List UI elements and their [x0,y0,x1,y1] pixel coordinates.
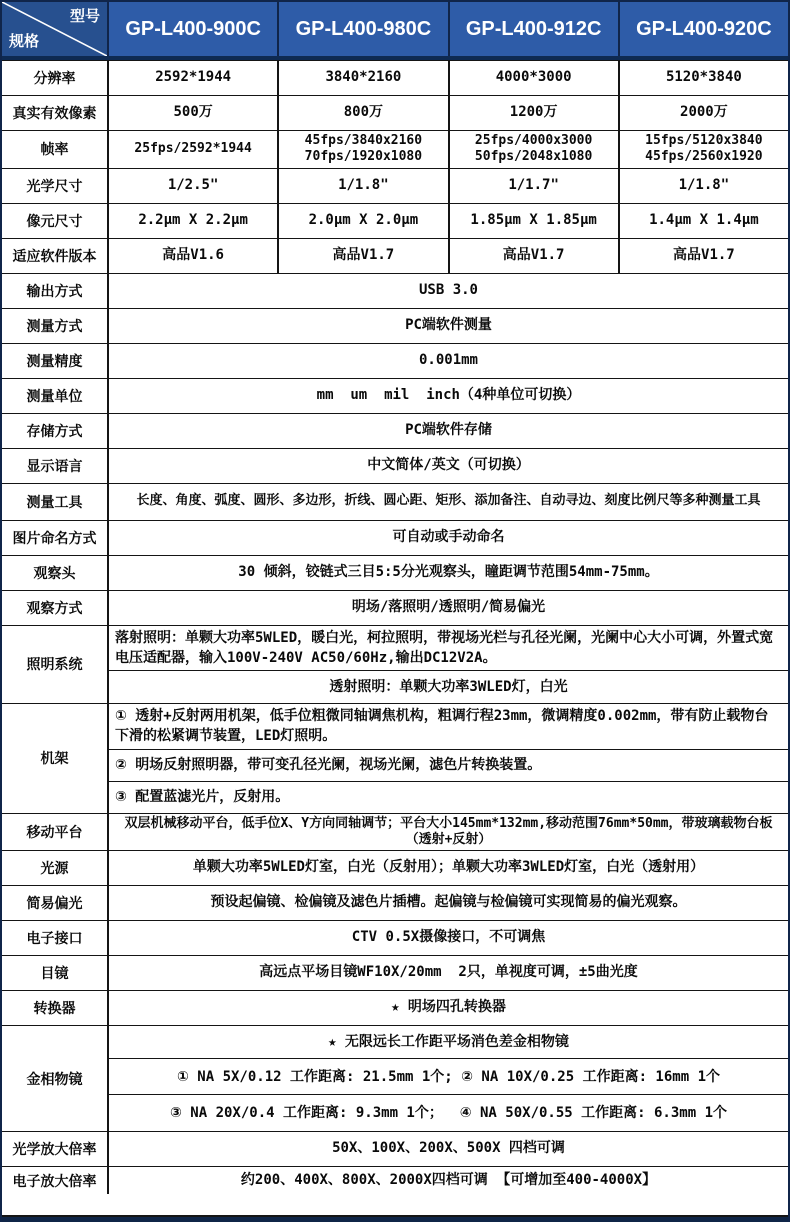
row-label: 真实有效像素 [12,106,97,122]
row-label: 像元尺寸 [26,213,83,230]
row-label: 分辨率 [33,71,76,87]
spec-row-illumination-system [2,625,788,704]
corner-label-model: 型号 [69,8,100,25]
spec-value: 4000*3000 [448,61,618,95]
spec-row-frame-rate [2,130,788,168]
spec-value: 30 倾斜，铰链式三目5:5分光观察头，瞳距调节范围54mm-75mm。 [238,563,659,580]
spec-value: 2592*1944 [155,69,232,86]
row-label: 适应软件版本 [12,248,97,265]
row-label: 观察头 [33,565,76,582]
spec-value: 1200万 [448,96,618,130]
spec-row-nosepiece [2,990,788,1025]
spec-row-image-naming [2,520,788,555]
spec-row-measure-unit [2,378,788,413]
row-label: 测量单位 [26,388,83,405]
spec-row-measure-precision [2,343,788,378]
spec-value: PC端软件存储 [405,421,492,438]
spec-value: 落射照明：单颗大功率5WLED，暖白光，柯拉照明，带视场光栏与孔径光阑，光阑中心大小可调，外置式宽电压适配器，输入100V-240V AC50/60Hz,输出DC12V2A。 [115,629,774,666]
row-label: 测量方式 [26,318,83,335]
spec-row-metallurgical-objectives [2,1025,788,1131]
row-label: 测量精度 [26,353,83,370]
spec-row-observation-mode [2,590,788,625]
row-label: 简易偏光 [26,896,83,913]
corner-label-spec: 规格 [9,33,40,50]
spec-value: ③ NA 20X/0.4 工作距离: 9.3mm 1个； ④ NA 50X/0.55 工作距离: 6.3mm 1个 [109,1094,788,1131]
spec-value: 15fps/5120x3840 45fps/2560x1920 [618,131,788,168]
row-label: 光源 [40,861,69,878]
spec-value: 1.4μm X 1.4μm [618,204,788,238]
row-label: 光学尺寸 [26,178,83,195]
spec-value: 2.0μm X 2.0μm [277,204,447,238]
spec-value: 2000万 [618,96,788,130]
spec-value: 高品V1.6 [162,246,224,263]
spec-row-language [2,448,788,483]
header-row [2,2,788,56]
row-label: 移动平台 [26,824,83,841]
row-label: 图片命名方式 [12,530,97,547]
spec-value: 25fps/2592*1944 [134,141,252,157]
spec-value: 明场/落照明/透照明/简易偏光 [351,598,546,615]
spec-value: 预设起偏镜、检偏镜及滤色片插槽。起偏镜与检偏镜可实现简易的偏光观察。 [210,894,687,911]
spec-value: 1/1.8" [618,169,788,203]
spec-value: mm um mil inch（4种单位可切换） [316,386,581,403]
spec-value: 0.001mm [418,351,478,368]
spec-row-eyepiece [2,955,788,990]
spec-value: ① NA 5X/0.12 工作距离: 21.5mm 1个; ② NA 10X/0.25 工作距离: 16mm 1个 [109,1058,788,1094]
spec-row-optical-size [2,168,788,203]
row-label: 测量工具 [26,494,83,511]
row-label: 存储方式 [26,423,83,440]
spec-value: ★ 无限远长工作距平场消色差金相物镜 [328,1034,569,1051]
spec-row-observation-head [2,555,788,590]
spec-value: 5120*3840 [618,61,788,95]
spec-row-optical-magnification [2,1131,788,1166]
spec-row-simple-polarization [2,885,788,920]
spec-row-resolution [2,60,788,95]
model-column-header: GP-L400-920C [618,2,788,56]
row-label: 电子放大倍率 [12,1173,97,1190]
spec-row-measure-tools [2,483,788,520]
spec-value: 可自动或手动命名 [392,528,505,545]
spec-value: CTV 0.5X摄像接口，不可调焦 [351,929,546,946]
spec-value: USB 3.0 [418,281,478,298]
row-label: 转换器 [33,1001,76,1018]
spec-value: 单颗大功率5WLED灯室，白光（反射用）；单颗大功率3WLED灯室，白光（透射用） [192,859,705,876]
row-label: 金相物镜 [26,1071,83,1088]
model-column-header: GP-L400-980C [277,2,447,56]
spec-value: 高品V1.7 [277,239,447,273]
row-label: 照明系统 [26,657,83,674]
spec-row-electronic-interface [2,920,788,955]
spec-value: 2.2μm X 2.2μm [138,211,248,228]
spec-value: 中文简体/英文（可切换） [367,456,530,473]
spec-row-light-source [2,850,788,885]
spec-value: 1/1.7" [448,169,618,203]
row-label: 帧率 [40,142,69,159]
model-column-header: GP-L400-912C [448,2,618,56]
spec-value: 透射照明：单颗大功率3WLED灯，白光 [109,670,788,703]
row-label: 电子接口 [26,931,83,948]
spec-value: 500万 [173,104,213,121]
spec-row-output [2,273,788,308]
corner-cell [2,2,107,56]
row-label: 机架 [40,751,69,768]
spec-value: 高品V1.7 [448,239,618,273]
spec-row-software-version [2,238,788,273]
spec-row-effective-pixels [2,95,788,130]
row-label: 光学放大倍率 [12,1142,97,1159]
spec-value: 45fps/3840x2160 70fps/1920x1080 [277,131,447,168]
spec-value: 800万 [277,96,447,130]
spec-value: 高远点平场目镜WF10X/20mm 2只，单视度可调，±5曲光度 [259,964,638,981]
spec-value: ★ 明场四孔转换器 [391,999,506,1016]
row-label: 输出方式 [26,283,83,300]
model-column-header: GP-L400-900C [107,2,277,56]
spec-value: 高品V1.7 [618,239,788,273]
spec-value: ① 透射+反射两用机架，低手位粗微同轴调焦机构，粗调行程23mm，微调精度0.002mm，带有防止载物台下滑的松紧调节装置，LED灯照明。 [115,708,769,745]
row-label: 观察方式 [26,600,83,617]
spec-value: 50X、100X、200X、500X 四档可调 [332,1140,565,1157]
spec-value: ② 明场反射照明器，带可变孔径光阑，视场光阑，滤色片转换装置。 [109,749,788,781]
spec-value: 1.85μm X 1.85μm [448,204,618,238]
spec-value: 25fps/4000x3000 50fps/2048x1080 [448,131,618,168]
spec-value: ③ 配置蓝滤光片，反射用。 [109,781,788,813]
spec-value: 3840*2160 [277,61,447,95]
spec-value: PC端软件测量 [405,316,492,333]
spec-row-moving-stage [2,813,788,851]
spec-value: 约200、400X、800X、2000X四档可调 【可增加至400-4000X】 [240,1171,657,1188]
bottom-accent-bar [2,1215,788,1222]
spec-row-stand [2,703,788,813]
spec-value: 1/1.8" [277,169,447,203]
spec-row-storage [2,413,788,448]
spec-value: 长度、角度、弧度、圆形、多边形，折线、圆心距、矩形、添加备注、自动寻边、刻度比例尺等多种测量工具 [136,493,761,509]
spec-value: 双层机械移动平台，低手位X、Y方向同轴调节；平台大小145mm*132mm,移动范围76mm*50mm，带玻璃载物台板 （透射+反射） [124,815,773,847]
spec-value: 1/2.5" [167,176,219,193]
row-label: 显示语言 [26,458,83,475]
spec-row-measure-method [2,308,788,343]
spec-row-digital-magnification [2,1166,788,1194]
spec-row-pixel-size [2,203,788,238]
row-label: 目镜 [40,966,69,983]
